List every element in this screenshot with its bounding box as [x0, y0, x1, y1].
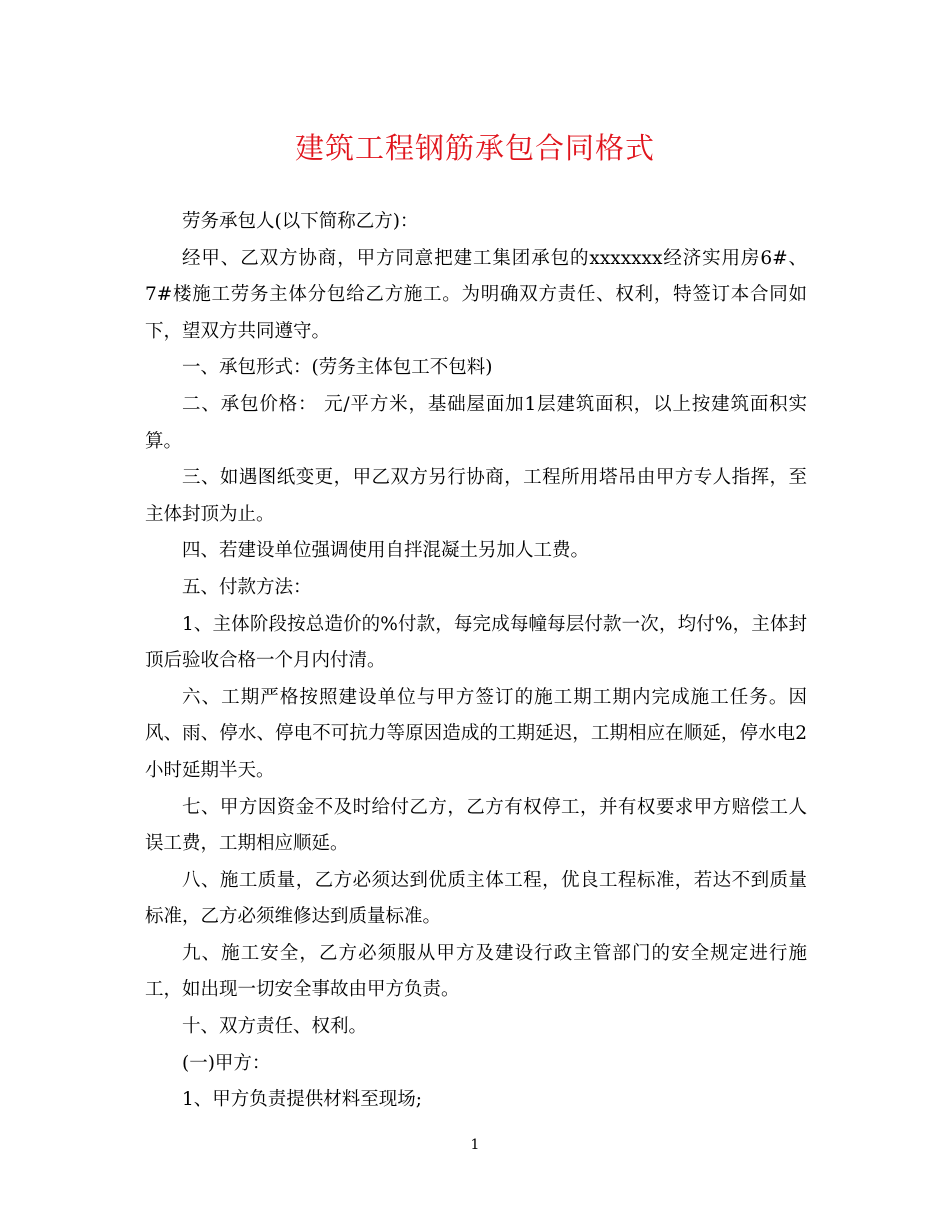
paragraph-clause-6: 六、工期严格按照建设单位与甲方签订的施工期工期内完成施工任务。因风、雨、停水、停电不可抗力等原因造成的工期延迟，工期相应在顺延，停水电2小时延期半天。 [145, 686, 807, 781]
paragraph-contractor: 劳务承包人(以下简称乙方)： [182, 211, 419, 232]
document-body [145, 204, 807, 1119]
paragraph-clause-7: 七、甲方因资金不及时给付乙方，乙方有权停工，并有权要求甲方赔偿工人误工费，工期相应顺延。 [145, 796, 807, 855]
paragraph-party-a-item-1: 1、甲方负责提供材料至现场; [182, 1089, 423, 1111]
paragraph-clause-4: 四、若建设单位强调使用自拌混凝土另加人工费。 [182, 540, 590, 562]
paragraph-clause-9: 九、施工安全，乙方必须服从甲方及建设行政主管部门的安全规定进行施工，如出现一切安全事故由甲方负责。 [145, 942, 807, 1001]
paragraph-party-a-heading: (一)甲方： [182, 1052, 271, 1074]
paragraph-clause-1: 一、承包形式：(劳务主体包工不包料) [182, 357, 493, 379]
paragraph-clause-5-item-1: 1、主体阶段按总造价的%付款，每完成每幢每层付款一次，均付%，主体封顶后验收合格一个月内付清。 [145, 613, 807, 672]
paragraph-clause-3: 三、如遇图纸变更，甲乙双方另行协商，工程所用塔吊由甲方专人指挥，至主体封顶为止。 [145, 467, 807, 525]
paragraph-clause-10: 十、双方责任、权利。 [182, 1016, 368, 1038]
paragraph-clause-2: 二、承包价格： 元/平方米，基础屋面加1层建筑面积，以上按建筑面积实算。 [145, 393, 807, 452]
paragraph-preamble: 经甲、乙双方协商，甲方同意把建工集团承包的xxxxxxx经济实用房6#、7#楼施工劳务主体分包给乙方施工。为明确双方责任、权利，特签订本合同如下，望双方共同遵守。 [145, 247, 807, 342]
paragraph-clause-5: 五、付款方法： [182, 576, 312, 598]
paragraph-clause-8: 八、施工质量，乙方必须达到优质主体工程，优良工程标准，若达不到质量标准，乙方必须维修达到质量标准。 [145, 869, 807, 928]
page-number: 1 [470, 1137, 480, 1153]
document-title: 建筑工程钢筋承包合同格式 [294, 131, 655, 165]
